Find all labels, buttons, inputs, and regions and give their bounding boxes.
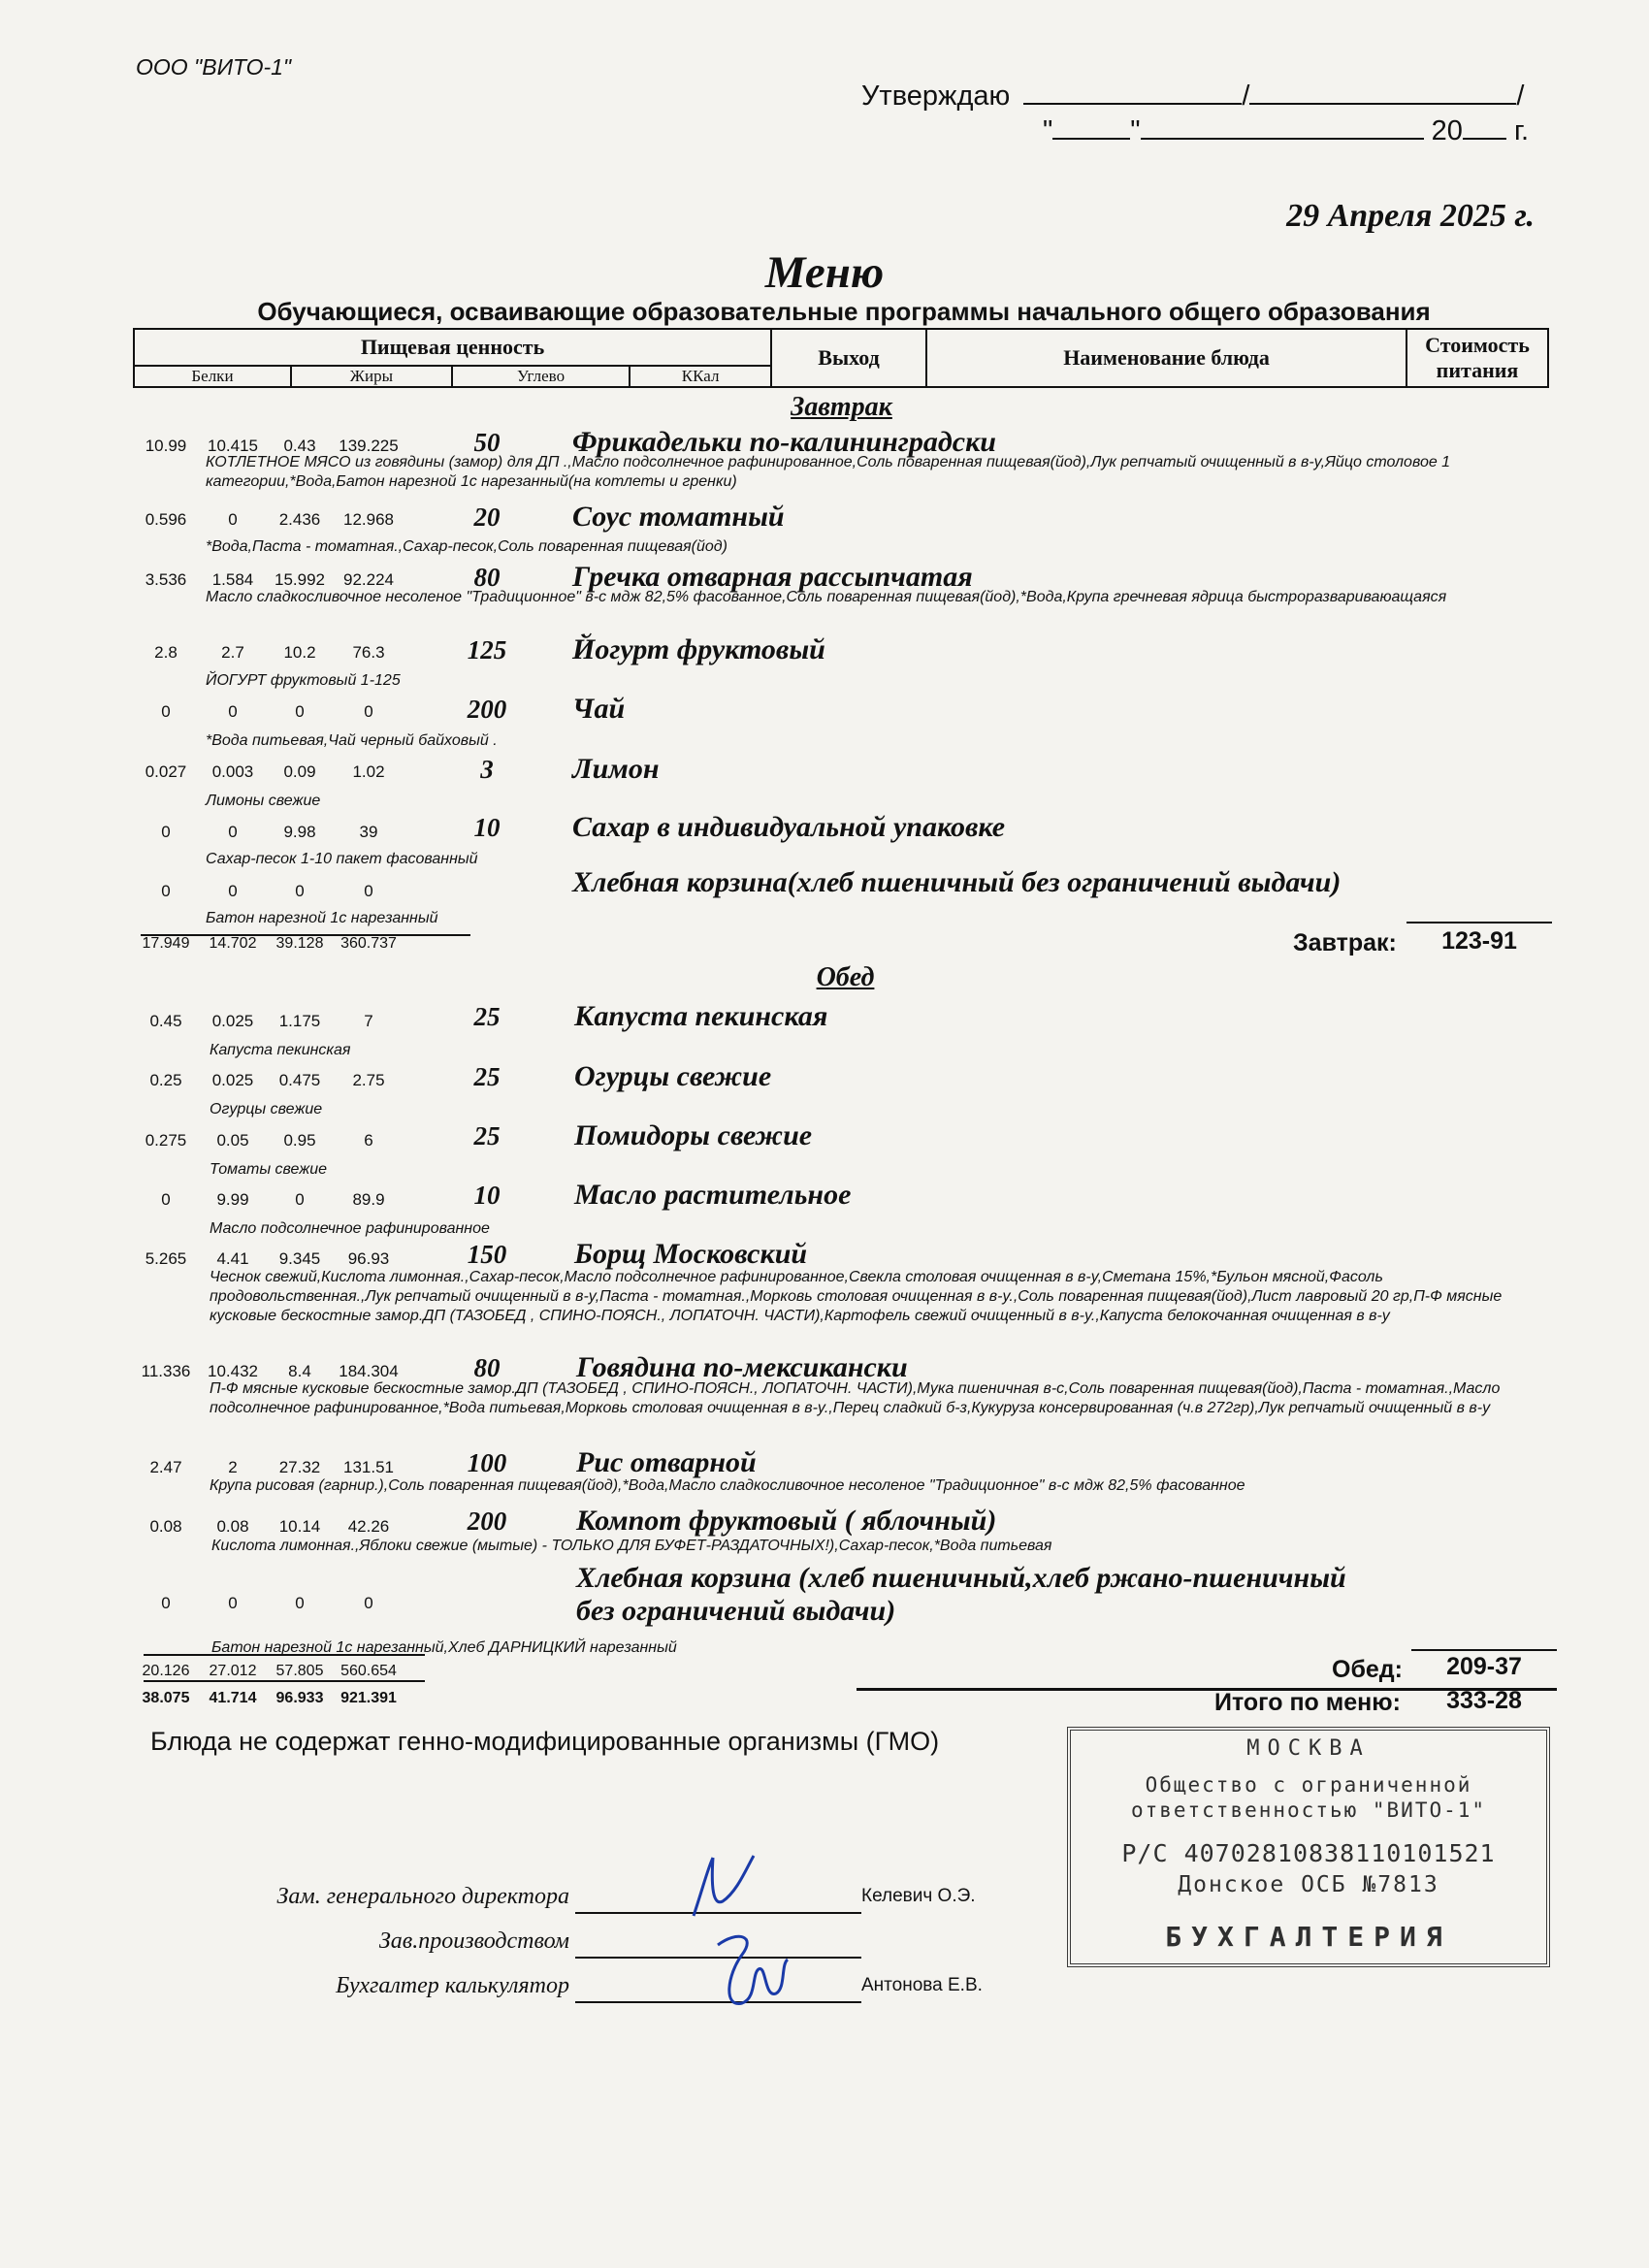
- value-f: 10.432: [208, 1362, 258, 1380]
- total-f: 14.702: [209, 935, 257, 952]
- total-k: 921.391: [340, 1690, 397, 1706]
- value-c: 0.475: [278, 1071, 321, 1089]
- dish-ingredients: Масло подсолнечное рафинированное: [210, 1220, 490, 1237]
- signature-role-production: Зав.производством: [378, 1928, 569, 1954]
- value-k: 6: [364, 1131, 373, 1150]
- total-f: 27.012: [209, 1663, 257, 1679]
- lunch-sum-label: Обед:: [1332, 1656, 1403, 1683]
- value-b: 0: [161, 1190, 171, 1209]
- value-f: 2: [228, 1458, 238, 1476]
- total-b: 20.126: [142, 1663, 190, 1679]
- dish-yield: 3: [480, 755, 494, 784]
- dish-name: Капуста пекинская: [574, 1000, 828, 1032]
- value-b: 0.08: [149, 1517, 182, 1536]
- value-b: 0: [161, 1594, 171, 1612]
- value-b: 10.99: [145, 437, 187, 455]
- value-c: 0: [295, 1190, 305, 1209]
- dish-yield: 20: [473, 502, 501, 532]
- page-title: Меню: [764, 247, 885, 298]
- dish-yield: 80: [473, 563, 501, 592]
- dish-ingredients: Капуста пекинская: [210, 1042, 351, 1058]
- value-b: 0.027: [145, 762, 187, 781]
- dish-name: Соус томатный: [572, 501, 785, 533]
- value-f: 0: [228, 1594, 238, 1612]
- value-k: 139.225: [339, 437, 399, 455]
- column-header-table: [133, 328, 1549, 388]
- dish-yield: 80: [473, 1353, 501, 1382]
- dish-name-cont: без ограничений выдачи): [576, 1595, 896, 1627]
- stamp-line-2: Общество с ограниченной: [1145, 1773, 1472, 1797]
- col-fat: Жиры: [291, 366, 452, 387]
- dish-name: Масло растительное: [574, 1179, 852, 1211]
- value-f: 0: [228, 510, 238, 529]
- total-f: 41.714: [209, 1690, 257, 1706]
- signature-mark-accountant: [698, 1926, 795, 2023]
- dish-name: Йогурт фруктовый: [572, 633, 825, 665]
- dish-name: Огурцы свежие: [574, 1060, 772, 1092]
- value-c: 10.14: [278, 1517, 321, 1536]
- value-f: 0: [228, 882, 238, 900]
- value-k: 184.304: [339, 1362, 399, 1380]
- dish-yield: 200: [467, 1507, 507, 1536]
- dish-yield: 10: [473, 1181, 501, 1210]
- value-c: 27.32: [278, 1458, 321, 1476]
- value-f: 0: [228, 823, 238, 841]
- value-c: 0.43: [283, 437, 316, 455]
- section-breakfast-title: Завтрак: [791, 392, 892, 422]
- value-k: 1.02: [352, 762, 385, 781]
- dish-name: Хлебная корзина (хлеб пшеничный,хлеб ржано-пшеничный: [576, 1562, 1346, 1594]
- signature-name-deputy: Келевич О.Э.: [861, 1886, 976, 1906]
- value-k: 0: [364, 702, 373, 721]
- value-k: 39: [359, 823, 378, 841]
- approval-line: Утверждаю / /: [861, 81, 1525, 112]
- approval-label: Утверждаю: [861, 81, 1011, 112]
- value-f: 1.584: [211, 570, 254, 589]
- dish-ingredients: *Вода питьевая,Чай черный байховый .: [206, 732, 498, 749]
- value-k: 0: [364, 882, 373, 900]
- dish-yield: 50: [473, 428, 501, 457]
- dish-ingredients: П-Ф мясные кусковые бескостные замор.ДП (ТАЗОБЕД , СПИНО-ПОЯСН., ЛОПАТОЧН. ЧАСТИ),Мука пшеничная в-с,Соль поваренная пищевая(йод),Паста - томатная.,Масло подсолнечное рафинированное,*Вода питьевая,Морковь столовая очищенная в в-у.,Перец сладкий б-з,Кукуруза консервированная (ч.в 272гр),Лук репчатый очищенный в в-у: [210, 1380, 1501, 1416]
- signature-role-accountant: Бухгалтер калькулятор: [336, 1973, 569, 1998]
- total-b: 38.075: [142, 1690, 190, 1706]
- value-b: 0: [161, 702, 171, 721]
- dish-name: Рис отварной: [576, 1446, 757, 1478]
- value-k: 42.26: [347, 1517, 390, 1536]
- dish-ingredients: Сахар-песок 1-10 пакет фасованный: [206, 851, 478, 867]
- section-lunch-title: Обед: [816, 962, 875, 992]
- total-c: 57.805: [275, 1663, 324, 1679]
- dish-name: Фрикадельки по-калининградски: [572, 426, 996, 458]
- value-b: 0: [161, 823, 171, 841]
- dish-yield: 125: [467, 635, 507, 664]
- value-k: 92.224: [343, 570, 394, 589]
- grand-total-label: Итого по меню:: [1214, 1689, 1401, 1716]
- value-k: 96.93: [347, 1249, 390, 1268]
- total-k: 560.654: [340, 1663, 397, 1679]
- value-f: 0: [228, 702, 238, 721]
- value-f: 0.003: [211, 762, 254, 781]
- dish-name: Борщ Московский: [574, 1238, 808, 1270]
- value-k: 12.968: [343, 510, 394, 529]
- value-c: 0.09: [283, 762, 316, 781]
- signature-name-accountant: Антонова Е.В.: [861, 1975, 983, 1995]
- dish-ingredients: ЙОГУРТ фруктовый 1-125: [206, 672, 401, 689]
- dish-name: Компот фруктовый ( яблочный): [576, 1505, 997, 1537]
- gmo-note: Блюда не содержат генно-модифицированные организмы (ГМО): [150, 1727, 940, 1756]
- col-yield: Выход: [771, 329, 926, 387]
- dish-name: Сахар в индивидуальной упаковке: [572, 811, 1006, 843]
- dish-ingredients: Лимоны свежие: [206, 793, 321, 809]
- year-prefix: 20: [1431, 115, 1463, 146]
- year-suffix: г.: [1513, 115, 1530, 146]
- dish-yield: 25: [473, 1002, 501, 1031]
- value-c: 10.2: [283, 643, 316, 662]
- value-c: 0: [295, 702, 305, 721]
- value-f: 2.7: [221, 643, 244, 662]
- dish-yield: 100: [467, 1448, 507, 1477]
- value-b: 5.265: [145, 1249, 187, 1268]
- value-f: 9.99: [216, 1190, 249, 1209]
- lunch-sum-value: 209-37: [1446, 1653, 1522, 1680]
- dish-ingredients: Чеснок свежий,Кислота лимонная.,Сахар-песок,Масло подсолнечное рафинированное,Свекла столовая очищенная в в-у,Сметана 15%,*Бульон мясной,Фасоль продовольственная.,Лук репчатый очищенный в в-у,Паста - томатная.,Морковь столовая очищенная в в-у.,Соль поваренная пищевая(йод),Лист лавровый 20 гр,П-Ф мясные кусковые бескостные замор.ДП (ТАЗОБЕД , СПИНО-ПОЯСН., ЛОПАТОЧН. ЧАСТИ),Картофель свежий очищенный в в-у.,Капуста белокочанная очищенная в в-у: [210, 1269, 1503, 1324]
- value-b: 0.45: [149, 1012, 182, 1030]
- value-c: 2.436: [278, 510, 321, 529]
- col-carbs: Углево: [452, 366, 630, 387]
- col-dish: Наименование блюда: [926, 329, 1406, 387]
- value-k: 2.75: [352, 1071, 385, 1089]
- organization-name: ООО "ВИТО-1": [136, 54, 292, 80]
- dish-name: Помидоры свежие: [574, 1119, 813, 1151]
- value-c: 1.175: [278, 1012, 321, 1030]
- value-f: 4.41: [216, 1249, 249, 1268]
- stamp-department: БУХГАЛТЕРИЯ: [1165, 1921, 1452, 1953]
- value-c: 0: [295, 1594, 305, 1612]
- value-k: 76.3: [352, 643, 385, 662]
- dish-ingredients: Крупа рисовая (гарнир.),Соль поваренная пищевая(йод),*Вода,Масло сладкосливочное несоленое "Традиционное" в-с мдж 82,5% фасованное: [210, 1477, 1245, 1494]
- signature-mark-deputy: [684, 1848, 761, 1926]
- value-c: 9.98: [283, 823, 316, 841]
- page-subtitle: Обучающиеся, осваивающие образовательные программы начального общего образования: [257, 297, 1431, 326]
- signature-role-deputy: Зам. генерального директора: [276, 1884, 569, 1909]
- total-k: 360.737: [340, 935, 397, 952]
- dish-name: Гречка отварная рассыпчатая: [572, 561, 973, 593]
- stamp-line-3: ответственностью "ВИТО-1": [1130, 1798, 1487, 1822]
- value-b: 0.596: [145, 510, 187, 529]
- value-f: 0.08: [216, 1517, 249, 1536]
- value-k: 0: [364, 1594, 373, 1612]
- grand-total-value: 333-28: [1446, 1687, 1522, 1714]
- approval-date-line: " " 20 г.: [1043, 115, 1530, 146]
- dish-yield: 25: [473, 1121, 501, 1150]
- dish-yield: 25: [473, 1062, 501, 1091]
- value-f: 10.415: [208, 437, 258, 455]
- dish-ingredients: Кислота лимонная.,Яблоки свежие (мытые) - ТОЛЬКО ДЛЯ БУФЕТ-РАЗДАТОЧНЫХ!),Сахар-песок,*Вода питьевая: [211, 1538, 1052, 1554]
- value-k: 131.51: [343, 1458, 394, 1476]
- organization-stamp: [1067, 1727, 1550, 1967]
- value-c: 0: [295, 882, 305, 900]
- total-c: 39.128: [275, 935, 324, 952]
- value-c: 9.345: [278, 1249, 321, 1268]
- value-f: 0.025: [211, 1012, 254, 1030]
- value-k: 89.9: [352, 1190, 385, 1209]
- col-nutrition: Пищевая ценность: [134, 329, 771, 366]
- total-b: 17.949: [142, 935, 190, 952]
- dish-ingredients: Масло сладкосливочное несоленое "Традиционное" в-с мдж 82,5% фасованное,Соль поваренная пищевая(йод),*Вода,Крупа гречневая ядрица быстроразвариваюащаяся: [206, 589, 1447, 605]
- document-date: 29 Апреля 2025 г.: [1286, 198, 1535, 234]
- stamp-bank: Донское ОСБ №7813: [1178, 1872, 1439, 1897]
- dish-ingredients: КОТЛЕТНОЕ МЯСО из говядины (замор) для ДП .,Масло подсолнечное рафинированное,Соль поваренная пищевая(йод),Лук репчатый очищенный в в-у,Яйцо столовое 1 категории,*Вода,Батон нарезной 1с нарезанный(на котлеты и гренки): [206, 454, 1451, 490]
- dish-ingredients: Батон нарезной 1с нарезанный,Хлеб ДАРНИЦКИЙ нарезанный: [211, 1639, 677, 1656]
- breakfast-sum-value: 123-91: [1441, 927, 1517, 955]
- stamp-account: Р/С 40702810838110101521: [1121, 1839, 1496, 1867]
- value-b: 2.8: [154, 643, 178, 662]
- dish-name: Говядина по-мексикански: [576, 1351, 908, 1383]
- col-cost: Стоимость питания: [1406, 329, 1548, 387]
- col-protein: Белки: [134, 366, 291, 387]
- dish-name: Лимон: [572, 753, 660, 785]
- value-b: 0.25: [149, 1071, 182, 1089]
- value-f: 0.05: [216, 1131, 249, 1150]
- dish-name: Хлебная корзина(хлеб пшеничный без ограничений выдачи): [572, 866, 1342, 898]
- col-kcal: ККал: [630, 366, 771, 387]
- value-f: 0.025: [211, 1071, 254, 1089]
- dish-yield: 200: [467, 695, 507, 724]
- dish-ingredients: *Вода,Паста - томатная.,Сахар-песок,Соль поваренная пищевая(йод): [206, 538, 728, 555]
- value-b: 0: [161, 882, 171, 900]
- value-c: 8.4: [288, 1362, 311, 1380]
- value-b: 11.336: [141, 1362, 191, 1380]
- value-b: 3.536: [145, 570, 187, 589]
- value-b: 0.275: [145, 1131, 187, 1150]
- value-b: 2.47: [149, 1458, 182, 1476]
- dish-ingredients: Батон нарезной 1с нарезанный: [206, 910, 438, 926]
- dish-ingredients: Томаты свежие: [210, 1161, 328, 1178]
- value-k: 7: [364, 1012, 373, 1030]
- dish-yield: 150: [467, 1240, 507, 1269]
- breakfast-sum-label: Завтрак:: [1293, 929, 1397, 956]
- value-c: 0.95: [283, 1131, 316, 1150]
- stamp-city: МОСКВА: [1246, 1736, 1371, 1761]
- dish-yield: 10: [473, 813, 501, 842]
- dish-ingredients: Огурцы свежие: [210, 1101, 323, 1118]
- total-c: 96.933: [275, 1690, 324, 1706]
- value-c: 15.992: [275, 570, 325, 589]
- dish-name: Чай: [572, 693, 626, 725]
